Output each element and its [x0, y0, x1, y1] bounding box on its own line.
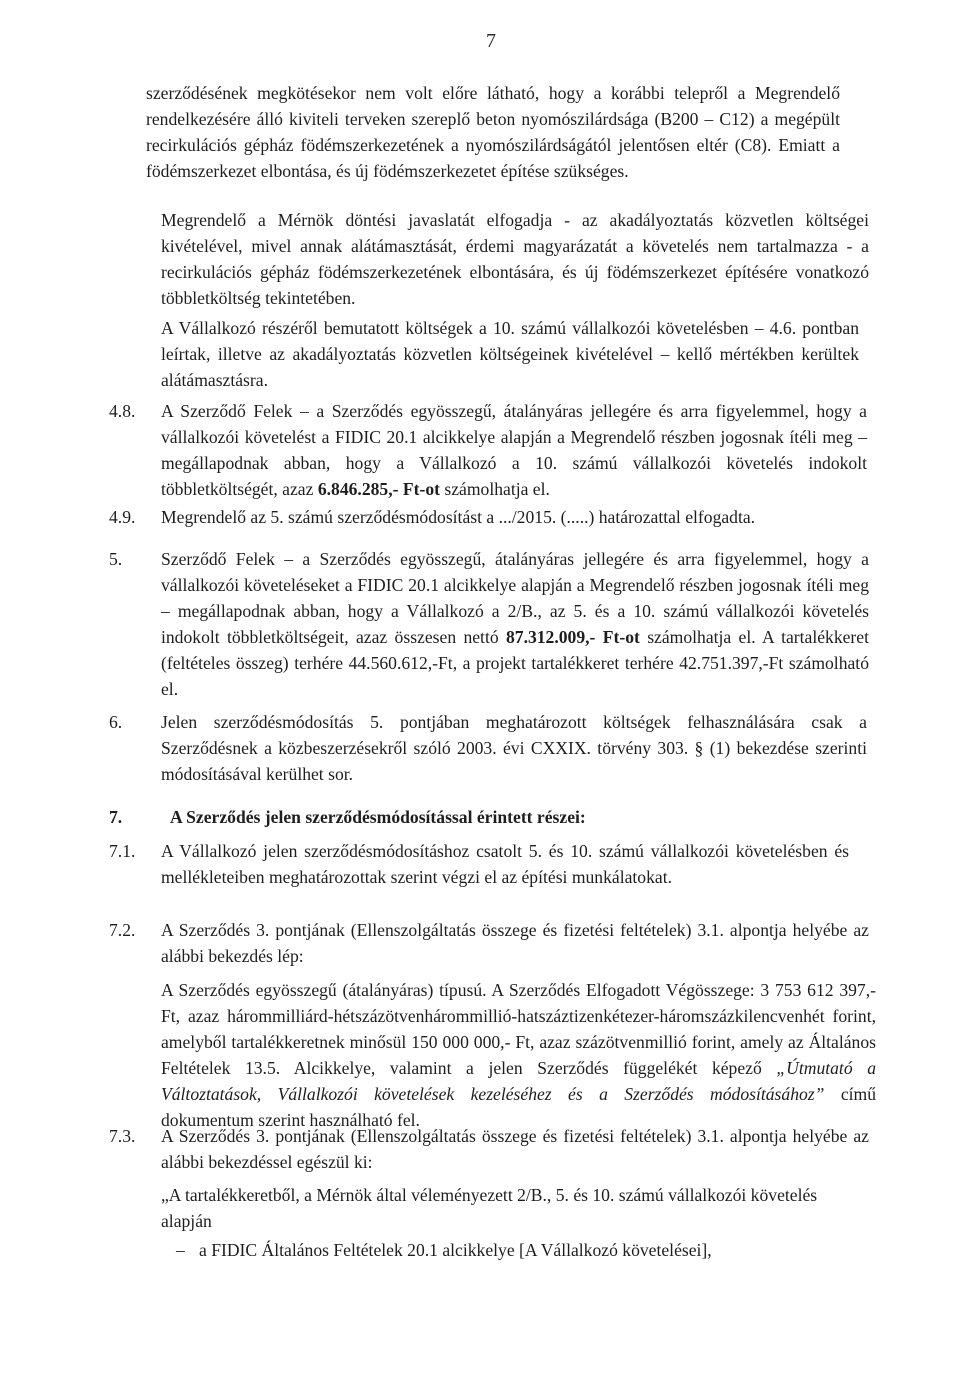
section-7-3-text: A Szerződés 3. pontjának (Ellenszolgáltatás összege és fizetési feltételek) 3.1. alpontja helyébe az alábbi bekezdéssel egészül ki:: [161, 1126, 869, 1173]
paragraph-intro: szerződésének megkötésekor nem volt előre látható, hogy a korábbi telepről a Megrendelő rendelkezésére álló kiviteli terveken szereplő beton nyomószilárdsága (B200 – C12) a megépült recirkulációs gépház födémszerkezetének a nyomószilárdságától jelentősen eltér (C8). Emiatt a födémszerkezet elbontása, és új födémszerkezetet építése szükséges.: [146, 83, 840, 182]
section-7-1-text: A Vállalkozó jelen szerződésmódosításhoz csatolt 5. és 10. számú vállalkozói követelésben és mellékleteiben meghatározottak szerint végzi el az építési munkálatokat.: [161, 841, 849, 888]
section-7-2-quote-italic: „Útmutató a Változtatások, Vállalkozói követelések kezeléséhez és a Szerződés módosításához”: [161, 1058, 876, 1105]
section-4-9-number: 4.9.: [109, 507, 136, 527]
section-4-8-amount: 6.846.285,- Ft-ot: [317, 479, 440, 500]
paragraph-decision: Megrendelő a Mérnök döntési javaslatát elfogadja - az akadályoztatás közvetlen költségei kivételével, mivel annak alátámasztását, érdemi magyarázatát a követelés nem tartalmazza - a recirkulációs gépház födémszerkezetének elbontására, és új födémszerkezet építésére vonatkozó többletköltség tekintetében.: [161, 210, 869, 309]
page-number: 7: [486, 30, 496, 52]
section-7-title: A Szerződés jelen szerződésmódosítással érintett részei:: [170, 807, 586, 827]
section-5-text-a: Szerződő Felek – a Szerződés egyösszegű, átalányáras jellegére és arra figyelemmel, hogy a vállalkozói követeléseket a FIDIC 20.1 alcikkelye alapján a Megrendelő részben jogosnak ítéli meg – megállapodnak abban, hogy a Vállalkozó a 2/B., az 5. és a 10. számú vállalkozói követelés indokolt többletköltségeit, azaz összesen nettó: [161, 549, 869, 648]
section-6-number: 6.: [109, 712, 123, 732]
paragraph-costs: A Vállalkozó részéről bemutatott költségek a 10. számú vállalkozói követelésben – 4.6. pontban leírtak, illetve az akadályoztatás közvetlen költségeinek kivételével – kellő mértékben kerültek alátámasztásra.: [161, 318, 859, 391]
section-5-number: 5.: [109, 549, 123, 569]
section-5-text: [161, 546, 869, 703]
section-6-text: Jelen szerződésmódosítás 5. pontjában meghatározott költségek felhasználására csak a Szerződésnek a közbeszerzésekről szóló 2003. évi CXXIX. törvény 303. § (1) bekezdése szerinti módosításával kerülhet sor.: [161, 712, 867, 785]
section-4-8-text: [161, 398, 867, 502]
section-4-8-text-b: számolhatja el.: [439, 479, 550, 500]
bullet-item: a FIDIC Általános Feltételek 20.1 alcikkelye [A Vállalkozó követelései],: [199, 1240, 712, 1260]
section-4-8-number: 4.8.: [109, 401, 136, 421]
section-7-number: 7.: [109, 807, 123, 827]
section-7-2-quote-a: A Szerződés egyösszegű (átalányáras) típusú. A Szerződés Elfogadott Végösszege: 3 753 612 397,- Ft, azaz hárommilliárd-hétszázötvenhárommillió-hatszáztizenkétezer-háromszázkilencvenhét forint, amelyből tartalékkeretnek minősül 150 000 000,- Ft, azaz százötvenmillió forint, amely az Általános Feltételek 13.5. Alcikkelye, valamint a jelen Szerződés függelékét képező: [161, 980, 876, 1079]
section-7-3-number: 7.3.: [109, 1126, 136, 1146]
bullet-dash: –: [176, 1240, 185, 1260]
section-7-2-text: A Szerződés 3. pontjának (Ellenszolgáltatás összege és fizetési feltételek) 3.1. alpontja helyébe az alábbi bekezdés lép:: [161, 920, 869, 967]
section-7-2-quote: [161, 977, 876, 1134]
section-7-2-quote-b: című dokumentum szerint használható fel.: [161, 1084, 877, 1131]
section-5-text-b: számolhatja el. A tartalékkeret (feltételes összeg) terhére 44.560.612,-Ft, a projekt tartalékkeret terhére 42.751.397,-Ft számolható el.: [161, 627, 869, 700]
section-7-2-number: 7.2.: [109, 920, 136, 940]
section-4-8-text-a: A Szerződő Felek – a Szerződés egyösszegű, átalányáras jellegére és arra figyelemmel, hogy a vállalkozói követelést a FIDIC 20.1 alcikkelye alapján a Megrendelő részben jogosnak ítéli meg – megállapodnak abban, hogy a Vállalkozó a 10. számú vállalkozói követelés indokolt többletköltségét, azaz: [161, 401, 867, 500]
section-5-amount: 87.312.009,- Ft-ot: [505, 627, 640, 648]
section-4-9-text: Megrendelő az 5. számú szerződésmódosítást a .../2015. (.....) határozattal elfogadta.: [161, 507, 756, 527]
section-7-3-quote: „A tartalékkeretből, a Mérnök által véleményezett 2/B., 5. és 10. számú vállalkozói követelés alapján: [161, 1185, 818, 1232]
section-7-1-number: 7.1.: [109, 841, 136, 861]
